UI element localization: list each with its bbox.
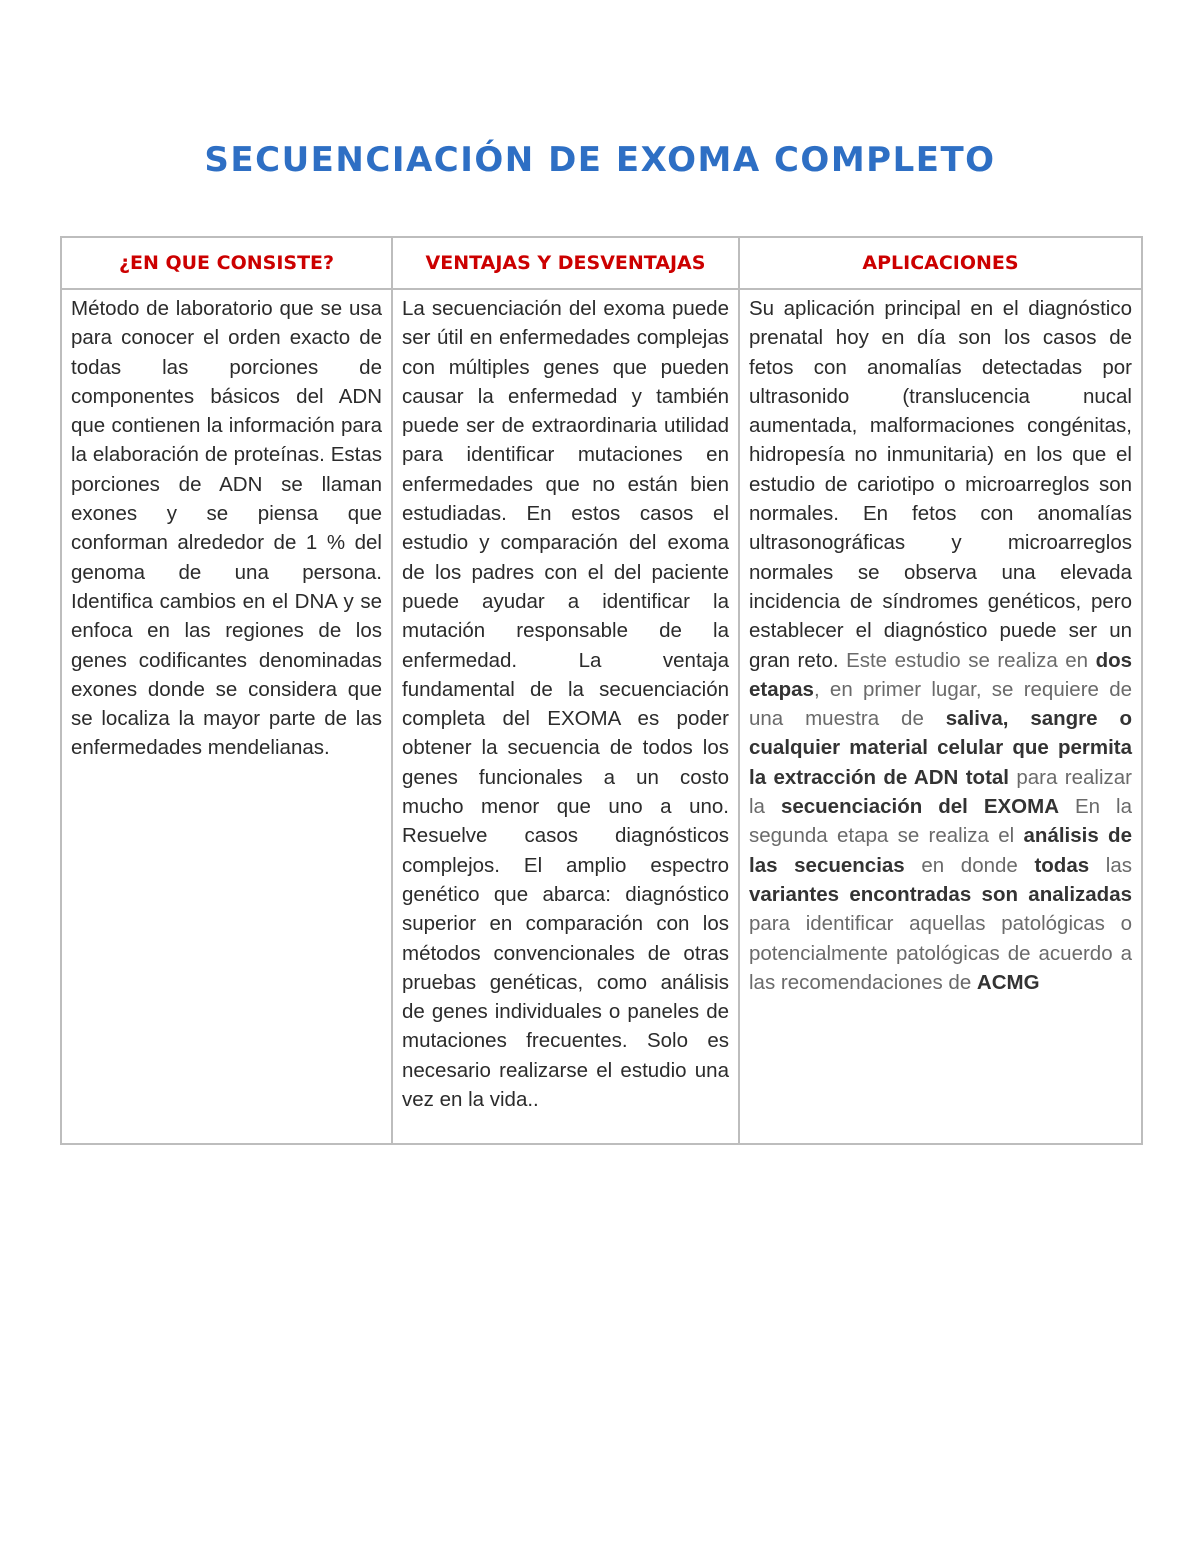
aplicaciones-text-5: en donde [904,853,1035,877]
table-row [61,289,1142,1144]
aplicaciones-text-4: En la segunda etapa se realiza el [749,795,1132,848]
aplicaciones-bold-4: análisis de las secuencias [749,824,1132,877]
page-title: SECUENCIACIÓN DE EXOMA COMPLETO [204,140,996,180]
aplicaciones-text-7: para identificar aquellas patológicas o potencialmente patológicas de acuerdo a las recomendaciones de [749,912,1132,994]
table-header-row [61,237,1142,289]
aplicaciones-text-3: para realizar la [749,765,1132,819]
aplicaciones-bold-2: saliva, sangre o cualquier material celular que permita la extracción de ADN total [749,707,1132,789]
cell-consiste: Método de laboratorio que se usa para conocer el orden exacto de todas las porciones de componentes básicos del ADN que contienen la información para la elaboración de proteínas. Estas porciones de ADN se llaman exones y se piensa que conforman alrededor de 1 % del genoma de una persona. Identifica cambios en el DNA y se enfoca en las regiones de los genes codificantes denominadas exones donde se considera que se localiza la mayor parte de las enfermedades mendelianas. [61,289,392,1144]
aplicaciones-bold-7: ACMG [976,970,1040,994]
aplicaciones-text-1: Este estudio se realiza en [838,648,1096,672]
aplicaciones-intro: Su aplicación principal en el diagnóstico prenatal hoy en día son los casos de fetos con anomalías detectadas por ultrasonido (translucencia nucal aumentada, malformaciones congénitas, hidropesía no inmunitaria) en los que el estudio de cariotipo o microarreglos son normales. En fetos con anomalías ultrasonográficas y microarreglos normales se observa una elevada incidencia de síndromes genéticos, pero establecer el diagnóstico puede ser un gran reto. [749,297,1132,672]
cell-aplicaciones [739,289,1142,1144]
aplicaciones-text-2: , en primer lugar, se requiere de una muestra de [749,677,1132,731]
header-aplicaciones: APLICACIONES [739,237,1142,289]
header-consiste: ¿EN QUE CONSISTE? [61,237,392,289]
comparison-table [60,236,1143,1145]
cell-ventajas: La secuenciación del exoma puede ser útil en enfermedades complejas con múltiples genes que pueden causar la enfermedad y también puede ser de extraordinaria utilidad para identificar mutaciones en enfermedades que no están bien estudiadas. En estos casos el estudio y comparación del exoma de los padres con el del paciente puede ayudar a identificar la mutación responsable de la enfermedad. La ventaja fundamental de la secuenciación completa del EXOMA es poder obtener la secuencia de todos los genes funcionales a un costo mucho menor que uno a uno. Resuelve casos diagnósticos complejos. El amplio espectro genético que abarca: diagnóstico superior en comparación con los métodos convencionales de otras pruebas genéticas, como análisis de genes individuales o paneles de mutaciones frecuentes. Solo es necesario realizarse el estudio una vez en la vida.. [392,289,739,1144]
aplicaciones-text-6: las [1089,853,1132,877]
aplicaciones-bold-3: secuenciación del EXOMA [780,795,1059,819]
header-ventajas: VENTAJAS Y DESVENTAJAS [392,237,739,289]
aplicaciones-bold-5: todas [1034,853,1090,877]
aplicaciones-bold-1: dos etapas [749,648,1133,701]
aplicaciones-bold-6: variantes encontradas son analizadas [749,882,1132,906]
